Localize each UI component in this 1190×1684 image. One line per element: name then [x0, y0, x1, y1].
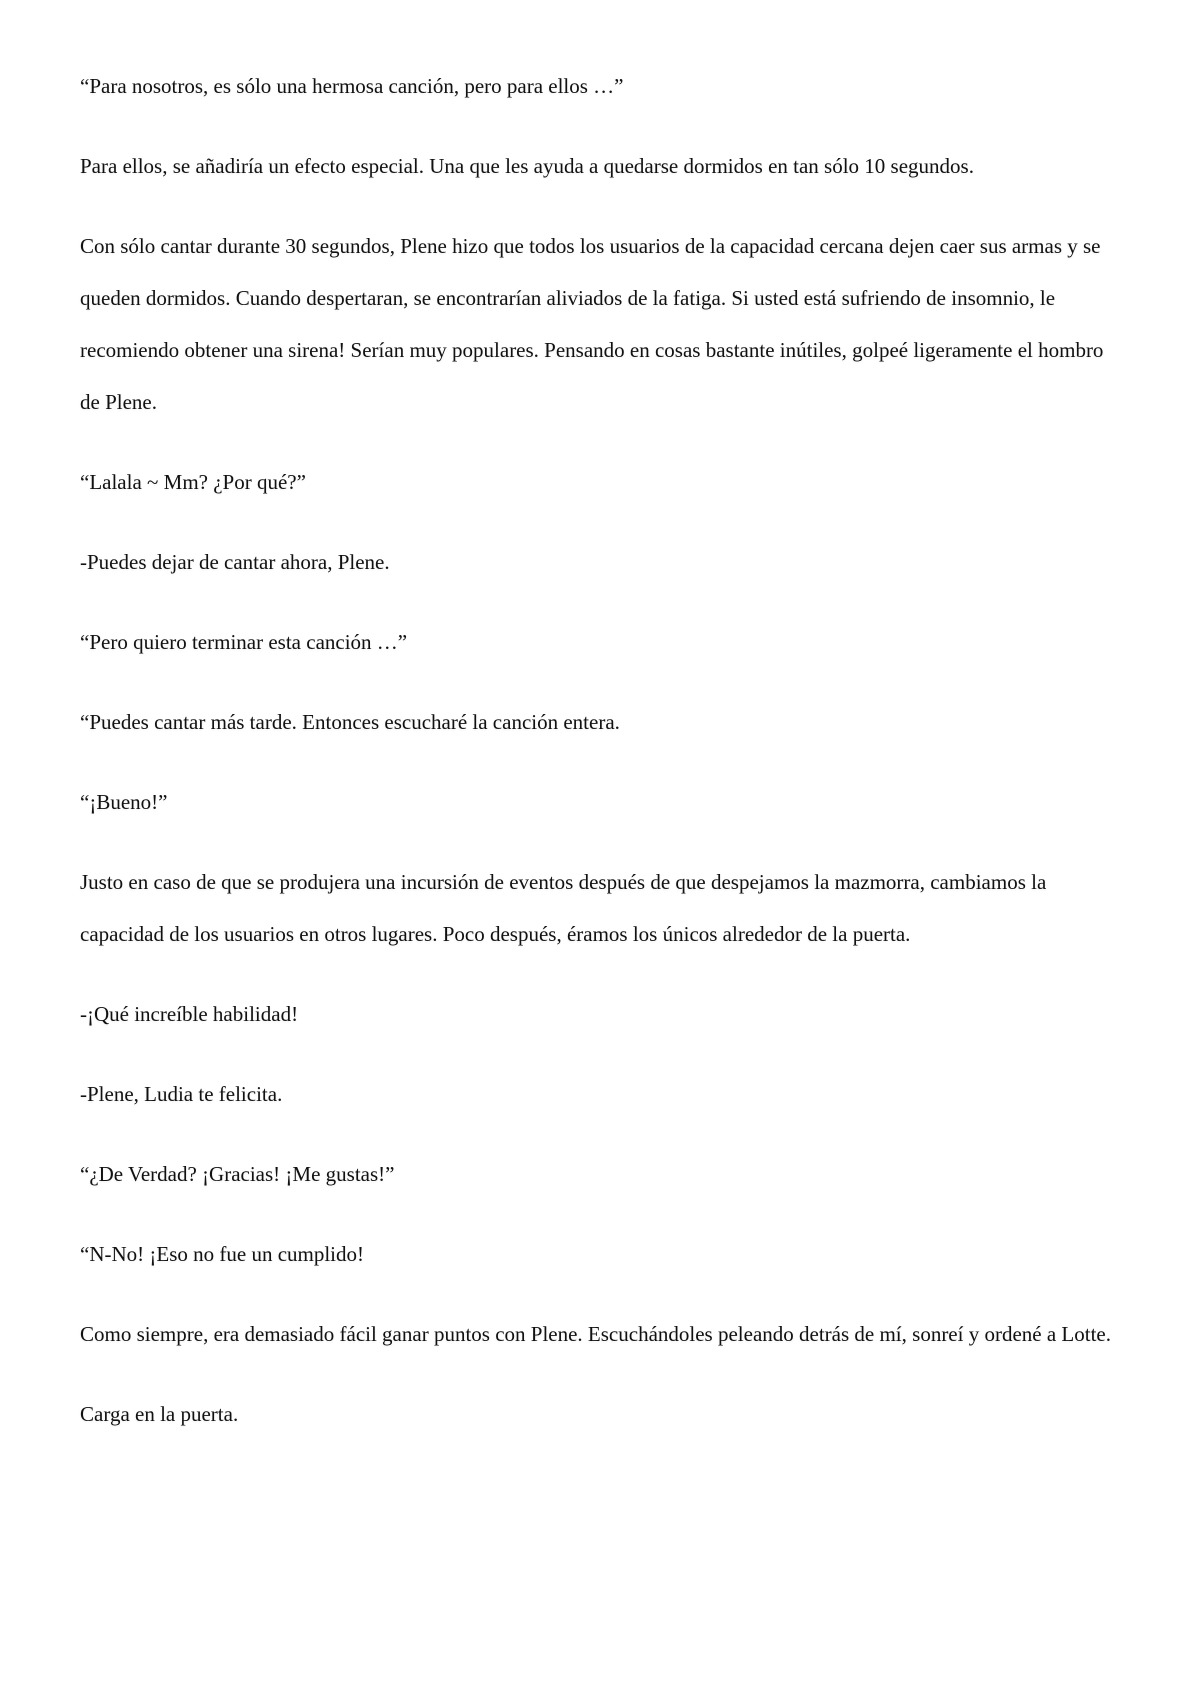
paragraph-6: “Pero quiero terminar esta canción …” — [80, 630, 408, 654]
paragraph-10: -¡Qué increíble habilidad! — [80, 1002, 299, 1026]
paragraph-13: “N-No! ¡Eso no fue un cumplido! — [80, 1242, 365, 1266]
paragraph-7: “Puedes cantar más tarde. Entonces escucharé la canción entera. — [80, 710, 620, 734]
paragraph-8: “¡Bueno!” — [80, 790, 168, 814]
paragraph-2: Para ellos, se añadiría un efecto especial. Una que les ayuda a quedarse dormidos en tan sólo 10 segundos. — [80, 154, 974, 178]
document-page — [80, 60, 1120, 1468]
paragraph-9: Justo en caso de que se produjera una incursión de eventos después de que despejamos la mazmorra, cambiamos la capacidad de los usuarios en otros lugares. Poco después, éramos los únicos alrededor de la puerta. — [80, 870, 1047, 946]
paragraph-4: “Lalala ~ Mm? ¿Por qué?” — [80, 470, 306, 494]
paragraph-15: Carga en la puerta. — [80, 1402, 239, 1426]
paragraph-11: -Plene, Ludia te felicita. — [80, 1082, 283, 1106]
paragraph-1: “Para nosotros, es sólo una hermosa canción, pero para ellos …” — [80, 74, 624, 98]
paragraph-14: Como siempre, era demasiado fácil ganar puntos con Plene. Escuchándoles peleando detrás de mí, sonreí y ordené a Lotte. — [80, 1322, 1111, 1346]
paragraph-3: Con sólo cantar durante 30 segundos, Plene hizo que todos los usuarios de la capacidad cercana dejen caer sus armas y se queden dormidos. Cuando despertaran, se encontrarían aliviados de la fatiga. Si usted está sufriendo de insomnio, le recomiendo obtener una sirena! Serían muy populares. Pensando en cosas bastante inútiles, golpeé ligeramente el hombro de Plene. — [80, 234, 1104, 414]
paragraph-5: -Puedes dejar de cantar ahora, Plene. — [80, 550, 390, 574]
paragraph-12: “¿De Verdad? ¡Gracias! ¡Me gustas!” — [80, 1162, 395, 1186]
